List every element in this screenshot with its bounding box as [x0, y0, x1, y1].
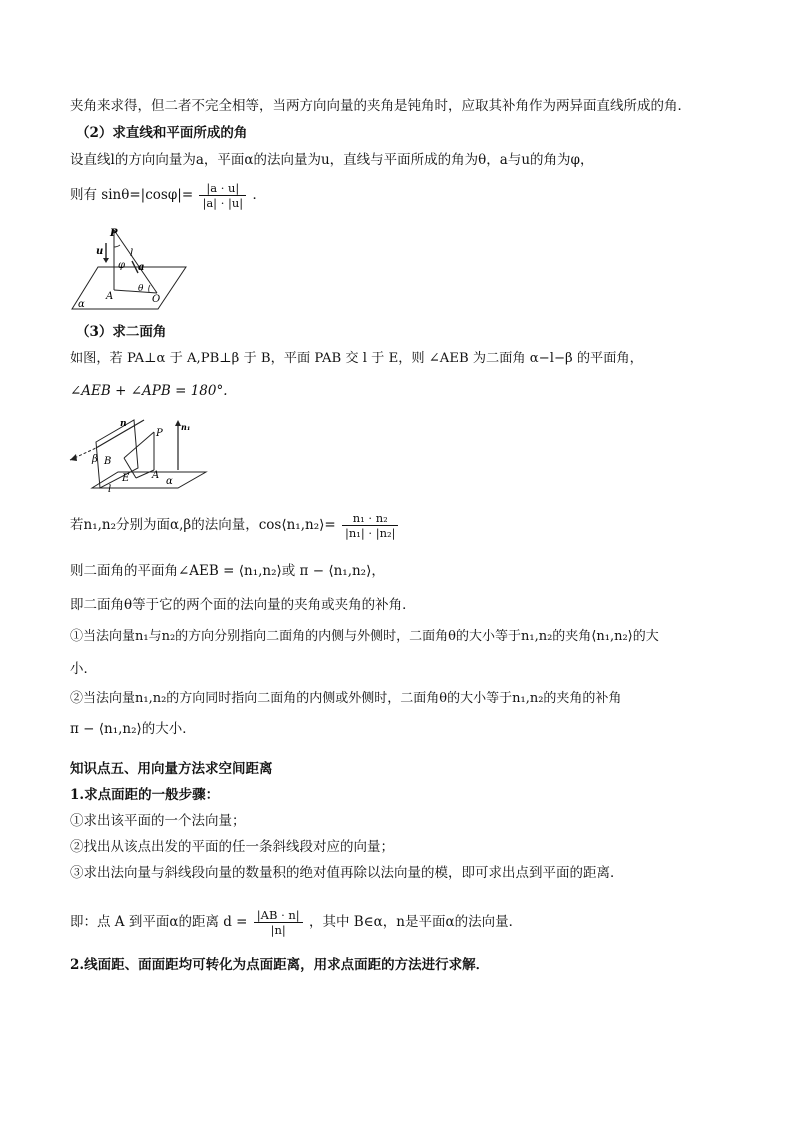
- fig2-label-P: P: [156, 428, 163, 439]
- step-1: ①求出该平面的一个法向量；: [70, 813, 246, 829]
- formula-sin-end: ．: [252, 187, 266, 203]
- formula-sin-numerator: |a · u|: [199, 181, 246, 196]
- fig1-label-P: P: [110, 228, 118, 239]
- fig1-label-alpha: α: [78, 299, 85, 310]
- fig2-label-E: E: [122, 473, 130, 484]
- fig1-label-u: u: [96, 246, 104, 257]
- fig2-label-beta: β: [92, 454, 98, 465]
- text-line-1: 夹角来求得，但二者不完全相等，当两方向向量的夹角是钝角时，应取其补角作为两异面直线所成的角．: [70, 98, 691, 114]
- figure-dihedral: [66, 412, 216, 492]
- formula-sin-lead: 则有 sinθ=|cosφ|=: [70, 187, 194, 203]
- text-line-9: 则二面角的平面角∠AEB = ⟨n₁,n₂⟩或 π − ⟨n₁,n₂⟩，: [70, 563, 385, 579]
- heading-point-plane-steps: 1.求点面距的一般步骤：: [70, 787, 220, 803]
- formula-angle-sum: ∠AEB + ∠APB = 180°.: [70, 383, 228, 399]
- fig1-label-phi: φ: [118, 260, 126, 271]
- fig2-label-A: A: [152, 470, 160, 481]
- heading-line-plane-angle: （2）求直线和平面所成的角: [76, 125, 248, 141]
- formula-distance-denominator: |n|: [270, 923, 286, 937]
- text-line-12: 小．: [70, 661, 97, 677]
- text-line-14: π − ⟨n₁,n₂⟩的大小．: [70, 721, 196, 737]
- formula-line-sin: [70, 181, 266, 210]
- text-line-11: ①当法向量n₁与n₂的方向分别指向二面角的内侧与外侧时，二面角θ的大小等于n₁,n₂的夹角⟨n₁,n₂⟩的大: [70, 629, 659, 644]
- text-line-10: 即二面角θ等于它的两个面的法向量的夹角或夹角的补角．: [70, 597, 416, 613]
- fig2-label-alpha: α: [166, 476, 173, 487]
- fig2-label-B: B: [104, 456, 112, 467]
- figure-line-plane: [70, 225, 200, 320]
- formula-distance-tail: ，其中 B∈α，n是平面α的法向量．: [308, 914, 523, 930]
- formula-distance-fraction: [254, 908, 303, 937]
- text-line-3: 设直线l的方向向量为a，平面α的法向量为u，直线与平面所成的角为θ，a与u的角为φ，: [70, 152, 594, 168]
- formula-line-distance: [70, 908, 522, 937]
- formula-line-cos: [70, 511, 400, 540]
- step-3: ③求出法向量与斜线段向量的数量积的绝对值再除以法向量的模，即可求出点到平面的距离．: [70, 865, 624, 881]
- fig1-label-a: a: [138, 262, 145, 273]
- formula-cos-numerator: n₁ · n₂: [342, 511, 399, 526]
- fig2-label-l: l: [108, 484, 112, 492]
- fig1-label-l: l: [130, 248, 134, 259]
- fig1-label-A: A: [106, 291, 114, 302]
- heading-knowledge-point-5: 知识点五、用向量方法求空间距离: [70, 761, 273, 777]
- formula-sin-fraction: [199, 181, 246, 210]
- formula-cos-denominator: |n₁| · |n₂|: [344, 526, 396, 540]
- fig1-label-O: O: [152, 294, 161, 305]
- fig2-label-n1: n₁: [181, 422, 191, 432]
- fig1-label-theta: θ: [138, 284, 144, 294]
- text-line-6: 如图，若 PA⊥α 于 A,PB⊥β 于 B，平面 PAB 交 l 于 E，则 ∠AEB 为二面角 α−l−β 的平面角，: [70, 351, 643, 366]
- formula-cos-fraction: [342, 511, 399, 540]
- fig2-label-n: n: [120, 419, 127, 429]
- heading-line-plane-distance: 2.线面距、面面距均可转化为点面距离，用求点面距的方法进行求解．: [70, 957, 490, 973]
- text-line-13: ②当法向量n₁,n₂的方向同时指向二面角的内侧或外侧时，二面角θ的大小等于n₁,n₂的夹角的补角: [70, 691, 622, 706]
- formula-sin-denominator: |a| · |u|: [202, 196, 244, 210]
- heading-dihedral-angle: （3）求二面角: [76, 324, 167, 340]
- step-2: ②找出从该点出发的平面的任一条斜线段对应的向量；: [70, 839, 394, 855]
- formula-distance-numerator: |AB · n|: [254, 908, 303, 923]
- formula-distance-lead: 即：点 A 到平面α的距离 d =: [70, 914, 248, 930]
- formula-cos-lead: 若n₁,n₂分别为面α,β的法向量，cos⟨n₁,n₂⟩=: [70, 517, 336, 533]
